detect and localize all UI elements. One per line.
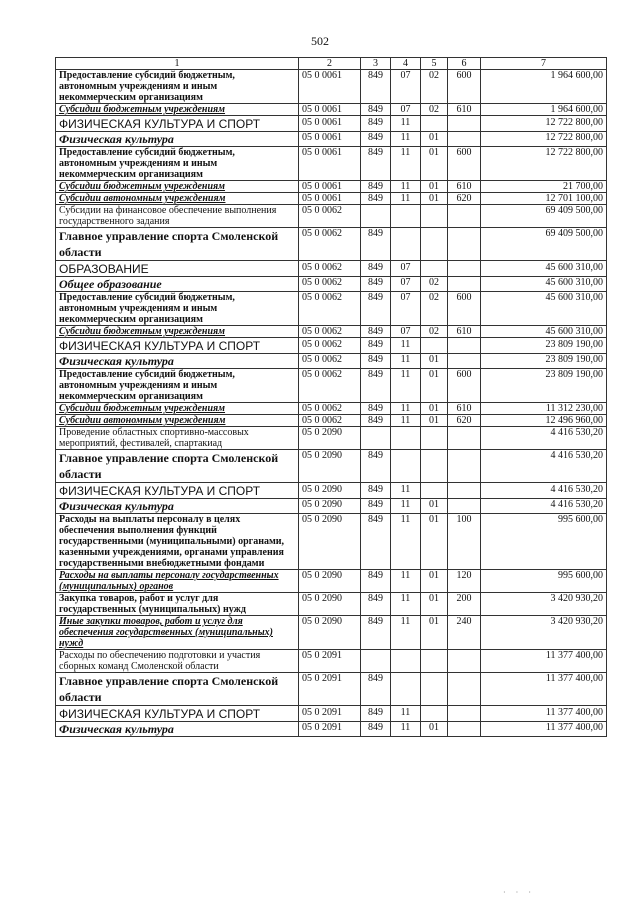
row-name-cell: Расходы на выплаты персоналу государственных (муниципальных) органов — [56, 570, 299, 593]
amount-cell: 4 416 530,20 — [481, 450, 607, 483]
table-row — [56, 483, 607, 499]
grbs-cell: 849 — [361, 70, 391, 104]
subsection-cell: 01 — [421, 722, 448, 737]
subsection-cell: 02 — [421, 326, 448, 338]
target-code-cell: 05 0 2090 — [299, 593, 361, 616]
expense-type-cell — [448, 205, 481, 228]
expense-type-cell: 100 — [448, 514, 481, 570]
section-cell — [391, 673, 421, 706]
subsection-cell — [421, 116, 448, 132]
table-row — [56, 616, 607, 650]
target-code-cell: 05 0 0061 — [299, 132, 361, 147]
expense-type-cell: 240 — [448, 616, 481, 650]
amount-cell: 1 964 600,00 — [481, 70, 607, 104]
target-code-cell: 05 0 2090 — [299, 499, 361, 514]
target-code-cell: 05 0 0061 — [299, 193, 361, 205]
subsection-cell: 02 — [421, 277, 448, 292]
expense-type-cell — [448, 450, 481, 483]
target-code-cell: 05 0 2091 — [299, 722, 361, 737]
amount-cell: 4 416 530,20 — [481, 483, 607, 499]
table-row — [56, 427, 607, 450]
target-code-cell: 05 0 0062 — [299, 261, 361, 277]
amount-cell: 69 409 500,00 — [481, 228, 607, 261]
subsection-cell: 02 — [421, 104, 448, 116]
table-row — [56, 514, 607, 570]
table-row — [56, 292, 607, 326]
table-body — [56, 70, 607, 737]
expense-type-cell — [448, 673, 481, 706]
row-name-cell: Субсидии автономным учреждениям — [56, 193, 299, 205]
column-header: 6 — [448, 58, 481, 70]
row-name-cell: Субсидии бюджетным учреждениям — [56, 326, 299, 338]
section-cell: 11 — [391, 722, 421, 737]
row-name-cell: Расходы на выплаты персоналу в целях обеспечения выполнения функций государственными (муниципальными) органами, казенными учреждениями, органами управления государственными внебюджетными фондами — [56, 514, 299, 570]
grbs-cell: 849 — [361, 673, 391, 706]
grbs-cell: 849 — [361, 483, 391, 499]
subsection-cell: 01 — [421, 354, 448, 369]
grbs-cell: 849 — [361, 104, 391, 116]
grbs-cell: 849 — [361, 706, 391, 722]
budget-table — [55, 57, 607, 737]
amount-cell: 11 377 400,00 — [481, 722, 607, 737]
column-header: 3 — [361, 58, 391, 70]
expense-type-cell — [448, 706, 481, 722]
expense-type-cell — [448, 722, 481, 737]
amount-cell: 11 377 400,00 — [481, 673, 607, 706]
target-code-cell: 05 0 0061 — [299, 116, 361, 132]
row-name-cell: Иные закупки товаров, работ и услуг для обеспечения государственных (муниципальных) нужд — [56, 616, 299, 650]
expense-type-cell: 600 — [448, 292, 481, 326]
table-row — [56, 193, 607, 205]
amount-cell: 12 701 100,00 — [481, 193, 607, 205]
table-row — [56, 116, 607, 132]
target-code-cell: 05 0 0062 — [299, 403, 361, 415]
grbs-cell: 849 — [361, 570, 391, 593]
subsection-cell: 02 — [421, 292, 448, 326]
subsection-cell: 01 — [421, 403, 448, 415]
target-code-cell: 05 0 0062 — [299, 228, 361, 261]
section-cell: 11 — [391, 354, 421, 369]
expense-type-cell: 620 — [448, 415, 481, 427]
table-row — [56, 450, 607, 483]
subsection-cell: 01 — [421, 499, 448, 514]
target-code-cell: 05 0 0061 — [299, 147, 361, 181]
subsection-cell: 01 — [421, 181, 448, 193]
target-code-cell: 05 0 2090 — [299, 483, 361, 499]
amount-cell: 4 416 530,20 — [481, 499, 607, 514]
row-name-cell: Физическая культура — [56, 722, 299, 737]
section-cell: 11 — [391, 132, 421, 147]
target-code-cell: 05 0 2090 — [299, 514, 361, 570]
section-cell: 11 — [391, 116, 421, 132]
section-cell: 11 — [391, 403, 421, 415]
grbs-cell: 849 — [361, 193, 391, 205]
table-row — [56, 499, 607, 514]
section-cell — [391, 228, 421, 261]
expense-type-cell: 610 — [448, 326, 481, 338]
subsection-cell: 01 — [421, 147, 448, 181]
target-code-cell: 05 0 0062 — [299, 354, 361, 369]
scan-artifact: · · · — [503, 888, 535, 897]
subsection-cell: 01 — [421, 616, 448, 650]
expense-type-cell — [448, 116, 481, 132]
target-code-cell: 05 0 0061 — [299, 70, 361, 104]
section-cell: 07 — [391, 326, 421, 338]
expense-type-cell: 120 — [448, 570, 481, 593]
table-row — [56, 338, 607, 354]
subsection-cell — [421, 228, 448, 261]
section-cell — [391, 450, 421, 483]
table-row — [56, 147, 607, 181]
row-name-cell: Предоставление субсидий бюджетным, автономным учреждениям и иным некоммерческим организациям — [56, 147, 299, 181]
section-cell: 11 — [391, 570, 421, 593]
subsection-cell — [421, 338, 448, 354]
target-code-cell: 05 0 0062 — [299, 338, 361, 354]
amount-cell: 45 600 310,00 — [481, 326, 607, 338]
grbs-cell: 849 — [361, 403, 391, 415]
section-cell: 11 — [391, 181, 421, 193]
amount-cell: 1 964 600,00 — [481, 104, 607, 116]
section-cell: 11 — [391, 616, 421, 650]
expense-type-cell: 200 — [448, 593, 481, 616]
section-cell: 11 — [391, 499, 421, 514]
row-name-cell: Субсидии автономным учреждениям — [56, 415, 299, 427]
row-name-cell: Закупка товаров, работ и услуг для государственных (муниципальных) нужд — [56, 593, 299, 616]
grbs-cell: 849 — [361, 354, 391, 369]
grbs-cell — [361, 427, 391, 450]
expense-type-cell: 600 — [448, 147, 481, 181]
subsection-cell: 02 — [421, 70, 448, 104]
amount-cell: 23 809 190,00 — [481, 369, 607, 403]
section-cell: 11 — [391, 483, 421, 499]
table-row — [56, 650, 607, 673]
column-header: 2 — [299, 58, 361, 70]
row-name-cell: Расходы по обеспечению подготовки и участия сборных команд Смоленской области — [56, 650, 299, 673]
amount-cell: 12 722 800,00 — [481, 147, 607, 181]
section-cell: 11 — [391, 369, 421, 403]
grbs-cell: 849 — [361, 228, 391, 261]
row-name-cell: Физическая культура — [56, 354, 299, 369]
grbs-cell: 849 — [361, 722, 391, 737]
grbs-cell: 849 — [361, 338, 391, 354]
table-row — [56, 722, 607, 737]
target-code-cell: 05 0 0062 — [299, 277, 361, 292]
amount-cell: 995 600,00 — [481, 514, 607, 570]
row-name-cell: ФИЗИЧЕСКАЯ КУЛЬТУРА И СПОРТ — [56, 338, 299, 354]
row-name-cell: Предоставление субсидий бюджетным, автономным учреждениям и иным некоммерческим организациям — [56, 292, 299, 326]
target-code-cell: 05 0 0062 — [299, 415, 361, 427]
amount-cell: 21 700,00 — [481, 181, 607, 193]
expense-type-cell — [448, 338, 481, 354]
grbs-cell — [361, 205, 391, 228]
target-code-cell: 05 0 0062 — [299, 326, 361, 338]
amount-cell: 4 416 530,20 — [481, 427, 607, 450]
amount-cell: 69 409 500,00 — [481, 205, 607, 228]
grbs-cell: 849 — [361, 181, 391, 193]
table-row — [56, 403, 607, 415]
section-cell: 11 — [391, 514, 421, 570]
row-name-cell: Главное управление спорта Смоленской области — [56, 673, 299, 706]
row-name-cell: ФИЗИЧЕСКАЯ КУЛЬТУРА И СПОРТ — [56, 116, 299, 132]
amount-cell: 45 600 310,00 — [481, 261, 607, 277]
expense-type-cell: 610 — [448, 181, 481, 193]
section-cell — [391, 427, 421, 450]
row-name-cell: ОБРАЗОВАНИЕ — [56, 261, 299, 277]
expense-type-cell: 610 — [448, 403, 481, 415]
row-name-cell: ФИЗИЧЕСКАЯ КУЛЬТУРА И СПОРТ — [56, 706, 299, 722]
amount-cell: 23 809 190,00 — [481, 338, 607, 354]
subsection-cell — [421, 261, 448, 277]
amount-cell: 3 420 930,20 — [481, 593, 607, 616]
expense-type-cell — [448, 499, 481, 514]
section-cell: 07 — [391, 104, 421, 116]
subsection-cell — [421, 427, 448, 450]
grbs-cell: 849 — [361, 261, 391, 277]
subsection-cell — [421, 483, 448, 499]
row-name-cell: Субсидии бюджетным учреждениям — [56, 403, 299, 415]
table-row — [56, 706, 607, 722]
table-row — [56, 354, 607, 369]
amount-cell: 23 809 190,00 — [481, 354, 607, 369]
grbs-cell: 849 — [361, 147, 391, 181]
grbs-cell: 849 — [361, 292, 391, 326]
target-code-cell: 05 0 0062 — [299, 205, 361, 228]
row-name-cell: Проведение областных спортивно-массовых мероприятий, фестивалей, спартакиад — [56, 427, 299, 450]
expense-type-cell — [448, 354, 481, 369]
expense-type-cell — [448, 277, 481, 292]
row-name-cell: Физическая культура — [56, 132, 299, 147]
table-row — [56, 181, 607, 193]
table-row — [56, 104, 607, 116]
target-code-cell: 05 0 0062 — [299, 369, 361, 403]
section-cell: 07 — [391, 261, 421, 277]
subsection-cell: 01 — [421, 193, 448, 205]
table-row — [56, 261, 607, 277]
row-name-cell: Предоставление субсидий бюджетным, автономным учреждениям и иным некоммерческим организациям — [56, 369, 299, 403]
grbs-cell: 849 — [361, 415, 391, 427]
amount-cell: 12 722 800,00 — [481, 116, 607, 132]
table-row — [56, 326, 607, 338]
row-name-cell: Главное управление спорта Смоленской области — [56, 228, 299, 261]
table-row — [56, 205, 607, 228]
row-name-cell: Субсидии бюджетным учреждениям — [56, 181, 299, 193]
expense-type-cell: 600 — [448, 70, 481, 104]
section-cell: 11 — [391, 415, 421, 427]
expense-type-cell: 610 — [448, 104, 481, 116]
grbs-cell: 849 — [361, 450, 391, 483]
table-row — [56, 132, 607, 147]
grbs-cell: 849 — [361, 514, 391, 570]
grbs-cell: 849 — [361, 369, 391, 403]
expense-type-cell: 620 — [448, 193, 481, 205]
target-code-cell: 05 0 2090 — [299, 570, 361, 593]
row-name-cell: Предоставление субсидий бюджетным, автономным учреждениям и иным некоммерческим организациям — [56, 70, 299, 104]
amount-cell: 12 496 960,00 — [481, 415, 607, 427]
amount-cell: 11 377 400,00 — [481, 706, 607, 722]
expense-type-cell — [448, 228, 481, 261]
amount-cell: 3 420 930,20 — [481, 616, 607, 650]
grbs-cell: 849 — [361, 616, 391, 650]
table-row — [56, 228, 607, 261]
expense-type-cell — [448, 650, 481, 673]
amount-cell: 45 600 310,00 — [481, 277, 607, 292]
row-name-cell: Физическая культура — [56, 499, 299, 514]
grbs-cell: 849 — [361, 326, 391, 338]
section-cell: 11 — [391, 147, 421, 181]
target-code-cell: 05 0 0061 — [299, 181, 361, 193]
section-cell — [391, 205, 421, 228]
amount-cell: 45 600 310,00 — [481, 292, 607, 326]
subsection-cell — [421, 706, 448, 722]
table-row — [56, 415, 607, 427]
section-cell: 11 — [391, 193, 421, 205]
target-code-cell: 05 0 2091 — [299, 673, 361, 706]
row-name-cell: Общее образование — [56, 277, 299, 292]
subsection-cell — [421, 205, 448, 228]
section-cell: 07 — [391, 277, 421, 292]
subsection-cell: 01 — [421, 369, 448, 403]
table-row — [56, 369, 607, 403]
row-name-cell: ФИЗИЧЕСКАЯ КУЛЬТУРА И СПОРТ — [56, 483, 299, 499]
table-row — [56, 277, 607, 292]
amount-cell: 995 600,00 — [481, 570, 607, 593]
table-row — [56, 593, 607, 616]
expense-type-cell: 600 — [448, 369, 481, 403]
row-name-cell: Субсидии на финансовое обеспечение выполнения государственного задания — [56, 205, 299, 228]
column-header: 5 — [421, 58, 448, 70]
expense-type-cell — [448, 427, 481, 450]
target-code-cell: 05 0 2091 — [299, 706, 361, 722]
amount-cell: 12 722 800,00 — [481, 132, 607, 147]
column-header: 1 — [56, 58, 299, 70]
table-row — [56, 70, 607, 104]
subsection-cell — [421, 673, 448, 706]
row-name-cell: Главное управление спорта Смоленской области — [56, 450, 299, 483]
target-code-cell: 05 0 2090 — [299, 427, 361, 450]
section-cell: 11 — [391, 593, 421, 616]
grbs-cell: 849 — [361, 277, 391, 292]
expense-type-cell — [448, 132, 481, 147]
table-header-row — [56, 58, 607, 70]
subsection-cell: 01 — [421, 514, 448, 570]
target-code-cell: 05 0 0062 — [299, 292, 361, 326]
amount-cell: 11 377 400,00 — [481, 650, 607, 673]
subsection-cell — [421, 650, 448, 673]
grbs-cell — [361, 650, 391, 673]
expense-type-cell — [448, 261, 481, 277]
row-name-cell: Субсидии бюджетным учреждениям — [56, 104, 299, 116]
section-cell: 11 — [391, 706, 421, 722]
section-cell: 07 — [391, 70, 421, 104]
column-header: 7 — [481, 58, 607, 70]
subsection-cell: 01 — [421, 415, 448, 427]
table-row — [56, 673, 607, 706]
page-number: 502 — [311, 34, 329, 48]
column-header: 4 — [391, 58, 421, 70]
target-code-cell: 05 0 2090 — [299, 616, 361, 650]
grbs-cell: 849 — [361, 593, 391, 616]
subsection-cell — [421, 450, 448, 483]
expense-type-cell — [448, 483, 481, 499]
subsection-cell: 01 — [421, 570, 448, 593]
subsection-cell: 01 — [421, 132, 448, 147]
section-cell — [391, 650, 421, 673]
target-code-cell: 05 0 2090 — [299, 450, 361, 483]
target-code-cell: 05 0 2091 — [299, 650, 361, 673]
table-row — [56, 570, 607, 593]
section-cell: 11 — [391, 338, 421, 354]
subsection-cell: 01 — [421, 593, 448, 616]
amount-cell: 11 312 230,00 — [481, 403, 607, 415]
section-cell: 07 — [391, 292, 421, 326]
grbs-cell: 849 — [361, 499, 391, 514]
target-code-cell: 05 0 0061 — [299, 104, 361, 116]
grbs-cell: 849 — [361, 116, 391, 132]
grbs-cell: 849 — [361, 132, 391, 147]
